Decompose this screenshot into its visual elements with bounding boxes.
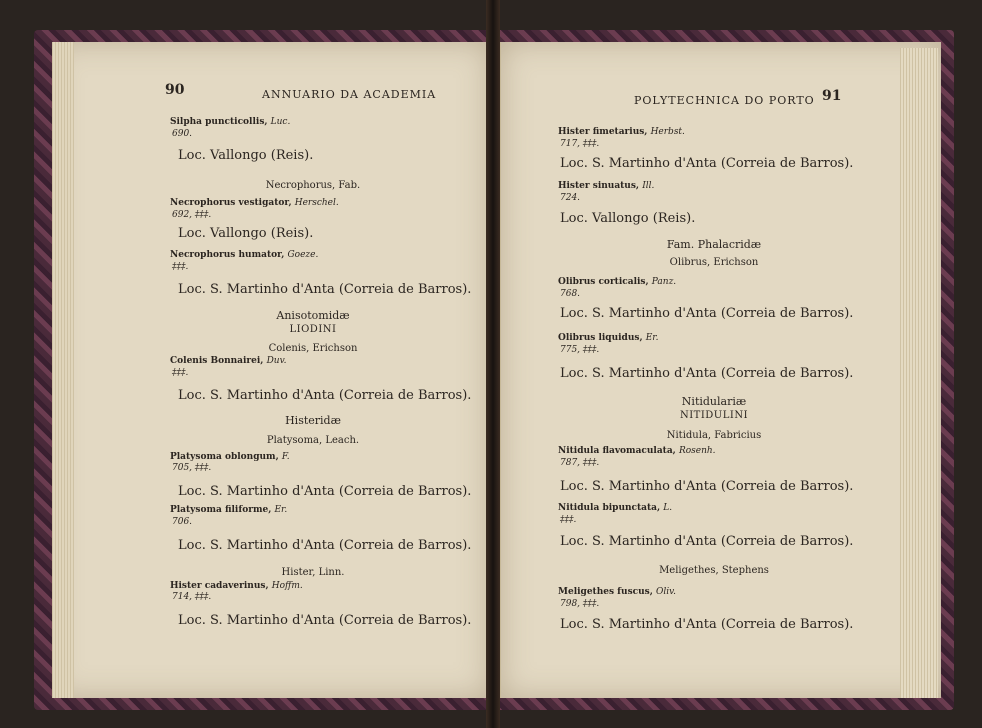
species-binomial: Nitidula flavomaculata, [558,446,679,456]
family-heading: Anisotomidæ [276,309,350,322]
locality-line: Loc. S. Martinho d'Anta (Correia de Barros). [178,484,472,499]
catalogue-reference: 724. [560,193,581,203]
locality-line: Loc. S. Martinho d'Anta (Correia de Barros). [560,366,854,381]
locality-line: Loc. S. Martinho d'Anta (Correia de Barros). [560,306,854,321]
authority: Oliv. [656,587,677,597]
authority: Stephens [721,565,769,576]
authority: Goeze. [287,250,319,260]
authority: Rosenh. [678,446,716,456]
catalogue-reference: 690. [172,129,193,139]
species-name [170,356,286,366]
catalogue-reference: 798, ‡‡‡. [560,599,600,609]
catalogue-reference: 775, ‡‡‡. [560,345,600,355]
species-name [170,250,318,260]
family-heading: Histeridæ [285,414,341,427]
genus-heading [174,564,452,578]
species-name [558,127,685,137]
catalogue-reference: 787, ‡‡‡. [560,458,600,468]
species-name [170,452,290,462]
tribe-heading: LIODINI [289,324,337,335]
genus-name: Olibrus, [669,257,714,268]
species-binomial: Olibrus liquidus, [558,333,646,343]
right-page-edges [900,48,938,698]
right-page-number: 91 [822,88,842,104]
authority: Ill. [642,181,655,191]
species-binomial: Necrophorus vestigator, [170,198,295,208]
species-binomial: Necrophorus humator, [170,250,288,260]
species-name [558,333,658,343]
authority: Herbst. [650,127,685,137]
genus-heading [174,177,452,191]
catalogue-reference: 692, ‡‡‡. [172,210,212,220]
authority: Duv. [266,356,287,366]
catalogue-reference: ‡‡‡. [560,515,577,525]
catalogue-reference: 717, ‡‡‡. [560,139,600,149]
species-name [558,587,676,597]
locality-line: Loc. S. Martinho d'Anta (Correia de Barros). [178,388,472,403]
authority: Hoffm. [271,581,303,591]
authority: Erichson [713,257,759,268]
locality-line: Loc. S. Martinho d'Anta (Correia de Barros). [560,617,854,632]
species-binomial: Olibrus corticalis, [558,277,652,287]
catalogue-reference: 705, ‡‡‡. [172,463,212,473]
right-running-head: POLYTECHNICA DO PORTO [634,94,815,107]
genus-name: Colenis, [268,343,313,354]
authority: Erichson [312,343,358,354]
authority: L. [663,503,673,513]
genus-name: Hister, [281,567,319,578]
species-name [170,117,290,127]
authority: F. [281,452,290,462]
catalogue-reference: ‡‡‡. [172,368,189,378]
authority: Leach. [325,435,360,446]
species-binomial: Colenis Bonnairei, [170,356,267,366]
species-name [558,277,676,287]
species-binomial: Hister cadaverinus, [170,581,272,591]
catalogue-reference: 706. [172,517,193,527]
catalogue-reference: 714, ‡‡‡. [172,592,212,602]
genus-heading [174,432,452,446]
species-name [558,181,654,191]
authority: Er. [645,333,659,343]
species-name [170,581,303,591]
species-name [558,446,716,456]
locality-line: Loc. Vallongo (Reis). [178,226,314,241]
authority: Linn. [318,567,345,578]
locality-line: Loc. S. Martinho d'Anta (Correia de Barros). [178,282,472,297]
authority: Fab. [338,180,361,191]
authority: Panz. [651,277,677,287]
family-heading: Fam. Phalacridæ [666,238,762,251]
left-page-edges [52,42,74,698]
book-gutter [486,0,500,728]
genus-name: Necrophorus, [265,180,339,191]
locality-line: Loc. S. Martinho d'Anta (Correia de Barros). [178,538,472,553]
genus-name: Platysoma, [266,435,326,446]
genus-heading [174,340,452,354]
tribe-heading: NITIDULINI [679,410,749,421]
family-heading: Nitidulariæ [681,395,747,408]
locality-line: Loc. S. Martinho d'Anta (Correia de Barros). [560,479,854,494]
genus-name: Meligethes, [659,565,722,576]
authority: Fabricius [714,430,762,441]
authority: Er. [274,505,288,515]
locality-line: Loc. S. Martinho d'Anta (Correia de Barros). [560,534,854,549]
species-binomial: Hister fimetarius, [558,127,651,137]
species-binomial: Silpha puncticollis, [170,117,271,127]
locality-line: Loc. Vallongo (Reis). [178,148,314,163]
catalogue-reference: ‡‡‡. [172,262,189,272]
locality-line: Loc. Vallongo (Reis). [560,211,696,226]
catalogue-reference: 768. [560,289,581,299]
species-binomial: Hister sinuatus, [558,181,643,191]
left-running-head: ANNUARIO DA ACADEMIA [262,88,437,101]
species-binomial: Meligethes fuscus, [558,587,657,597]
genus-heading [560,427,868,441]
locality-line: Loc. S. Martinho d'Anta (Correia de Barros). [178,613,472,628]
genus-name: Nitidula, [666,430,715,441]
genus-heading [560,562,868,576]
species-binomial: Platysoma oblongum, [170,452,282,462]
species-name [170,198,339,208]
left-page-number: 90 [165,82,185,98]
left-page [52,42,495,698]
species-binomial: Nitidula bipunctata, [558,503,664,513]
locality-line: Loc. S. Martinho d'Anta (Correia de Barros). [560,156,854,171]
species-binomial: Platysoma filiforme, [170,505,275,515]
species-name [558,503,672,513]
authority: Luc. [270,117,291,127]
authority: Herschel. [294,198,339,208]
genus-heading [560,254,868,268]
species-name [170,505,287,515]
